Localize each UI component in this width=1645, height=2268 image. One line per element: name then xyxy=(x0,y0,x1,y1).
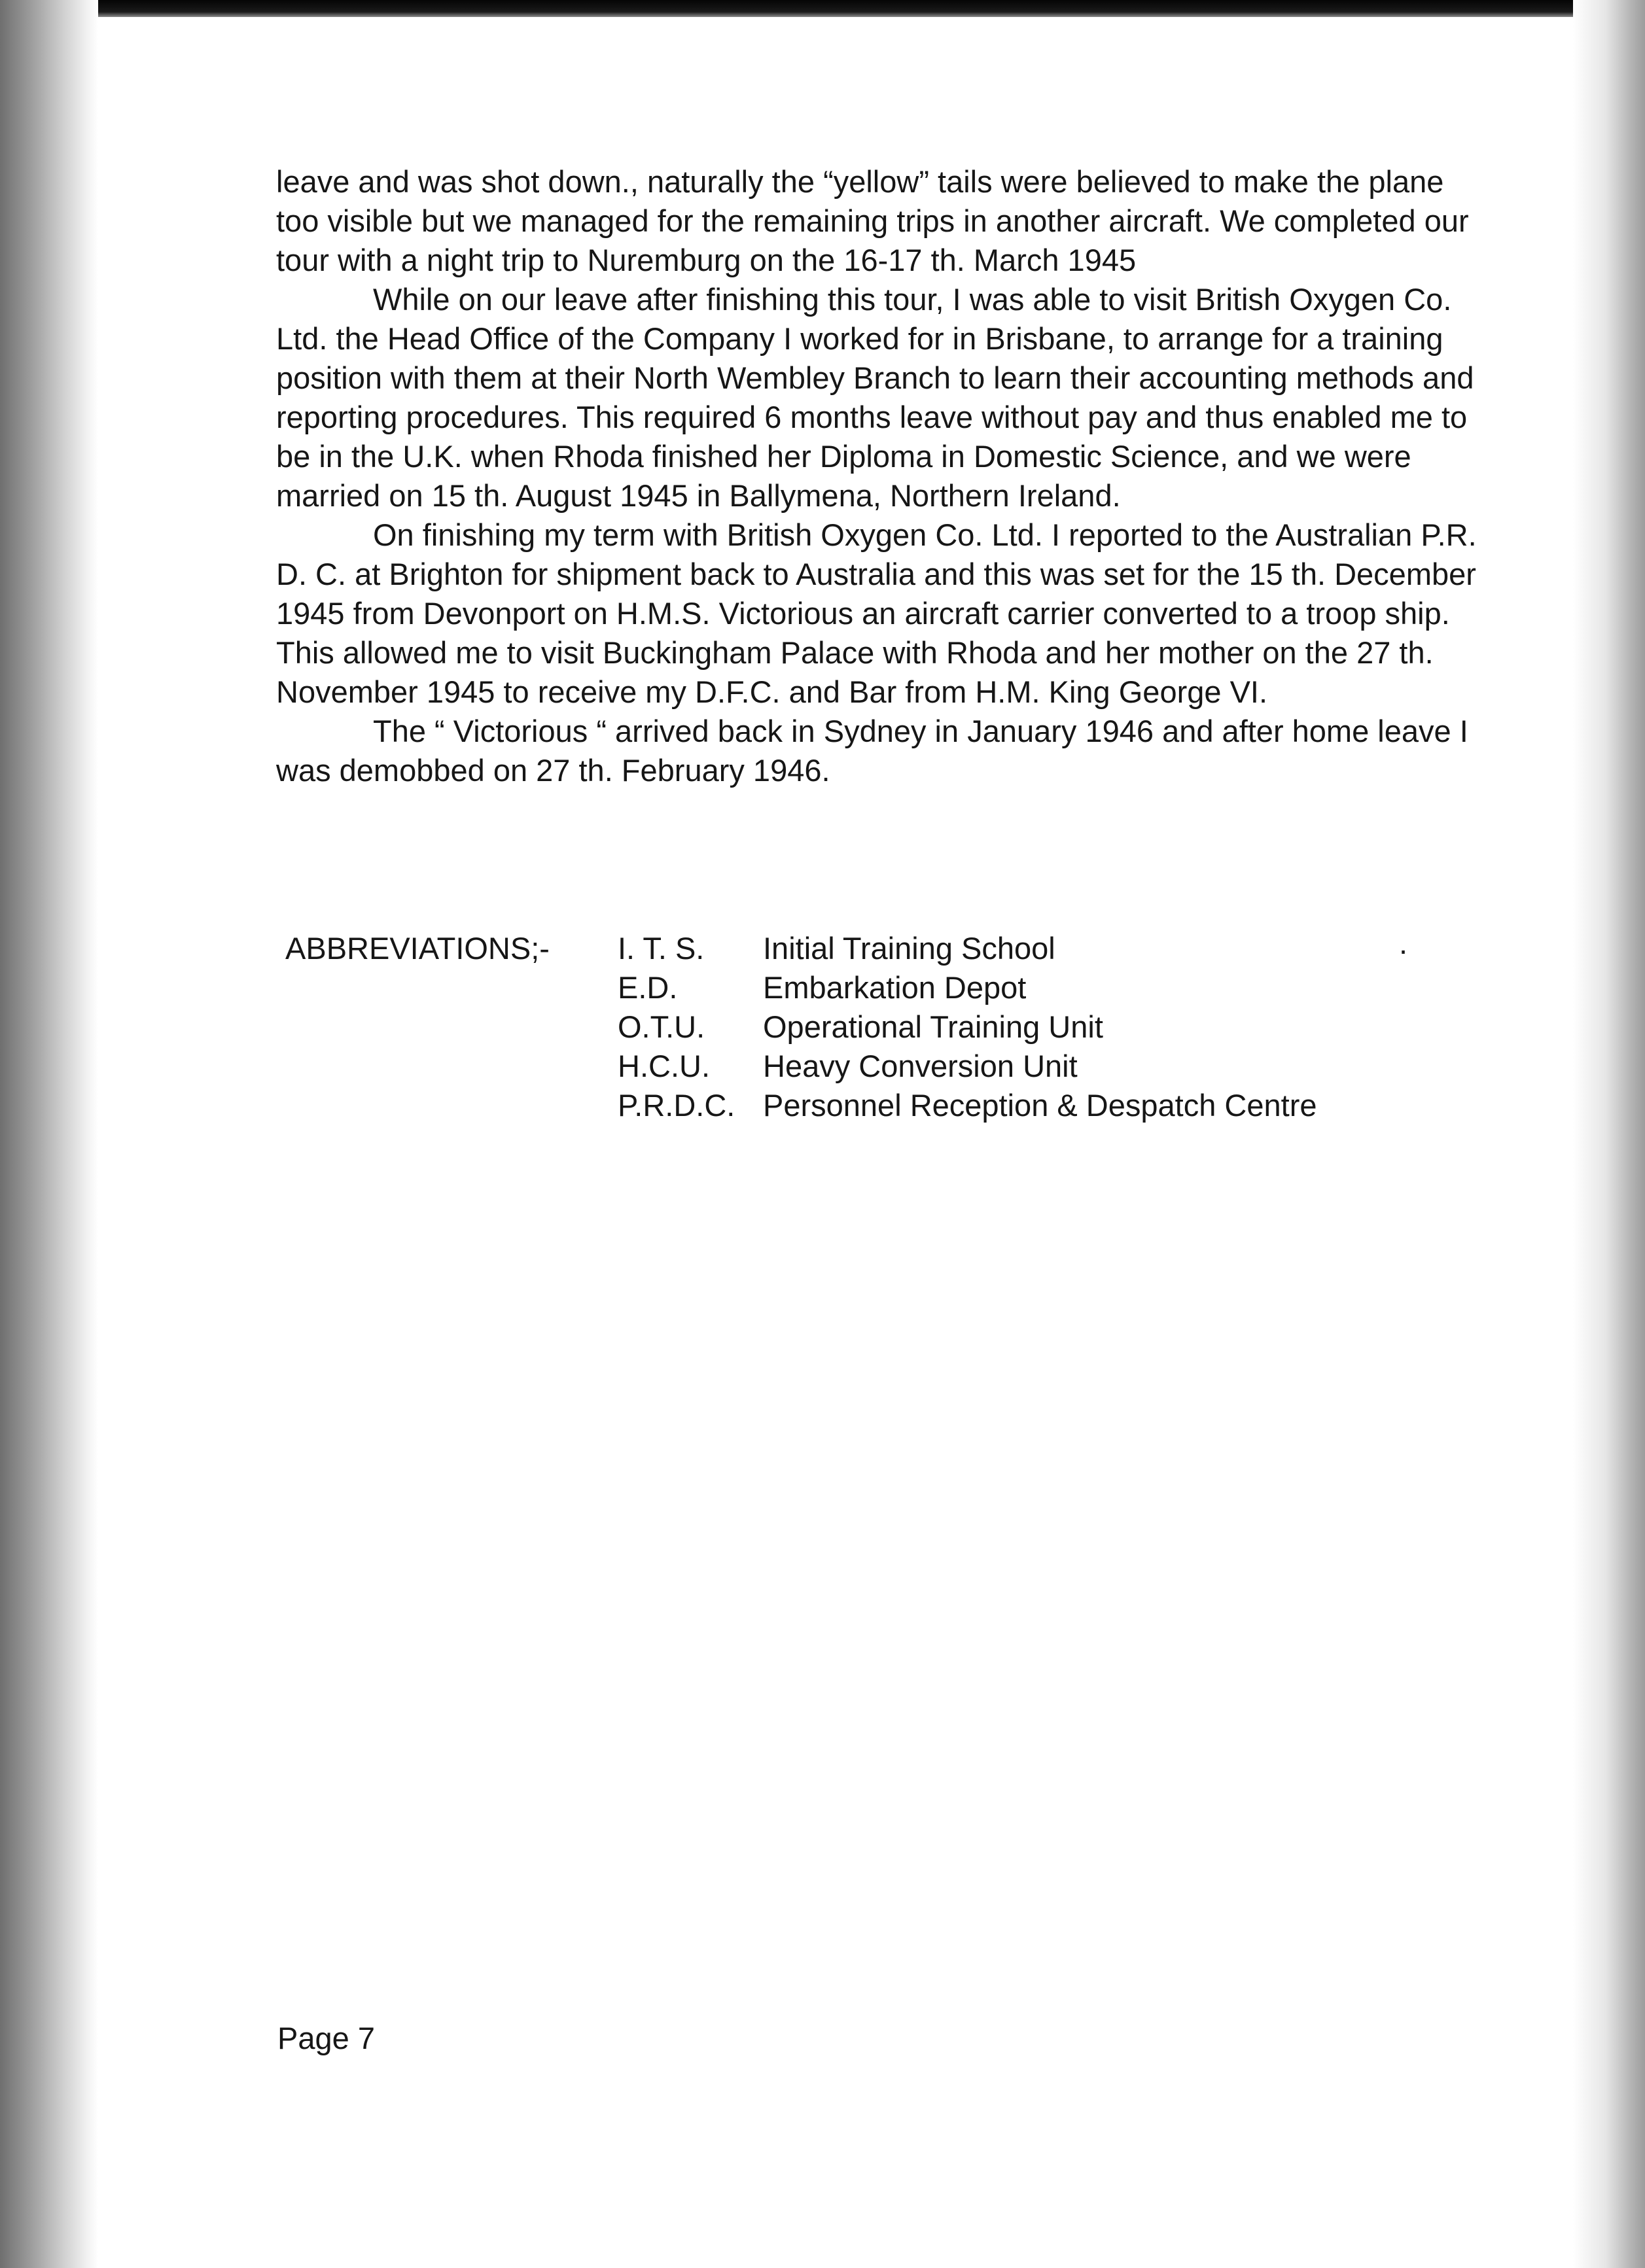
scan-binding-shadow xyxy=(0,0,98,2268)
paragraph-2: While on our leave after finishing this tour, I was able to visit British Oxygen Co. Ltd. the Head Office of the Company I worked for in Brisbane, to arrange for a training position with them at their North Wembley Branch to learn their accounting methods and reporting procedures. This required 6 months leave without pay and thus enabled me to be in the U.K. when Rhoda finished her Diploma in Domestic Science, and we were married on 15 th. August 1945 in Ballymena, Northern Ireland. xyxy=(276,282,1474,513)
abbreviation-meaning: Personnel Reception & Despatch Centre xyxy=(763,1088,1317,1123)
scan-top-edge xyxy=(0,0,1645,17)
stray-dot-mark: . xyxy=(1399,926,1408,960)
abbreviation-code: I. T. S. xyxy=(618,931,705,966)
memoir-body xyxy=(276,162,1493,790)
abbreviation-meaning: Embarkation Depot xyxy=(763,970,1027,1005)
abbreviation-meaning: Initial Training School xyxy=(763,931,1055,966)
abbreviation-row xyxy=(618,1007,1317,1047)
abbreviation-row xyxy=(618,1047,1317,1086)
abbreviation-code: H.C.U. xyxy=(618,1049,710,1083)
abbreviation-meaning: Heavy Conversion Unit xyxy=(763,1049,1078,1083)
abbreviation-code: O.T.U. xyxy=(618,1009,705,1044)
abbreviation-row xyxy=(618,1086,1317,1125)
paragraph-1: leave and was shot down., naturally the “yellow” tails were believed to make the plane too visible but we managed for the remaining trips in another aircraft. We completed our tour with a night trip to Nuremburg on the 16-17 th. March 1945 xyxy=(276,164,1469,277)
abbreviation-code: E.D. xyxy=(618,970,678,1005)
page-number: Page 7 xyxy=(277,2021,375,2055)
abbreviations-list xyxy=(618,929,1317,1125)
abbreviations-heading: ABBREVIATIONS;- xyxy=(285,931,550,966)
abbreviation-meaning: Operational Training Unit xyxy=(763,1009,1103,1044)
abbreviation-code: P.R.D.C. xyxy=(618,1088,735,1123)
paragraph-3: On finishing my term with British Oxygen Co. Ltd. I reported to the Australian P.R. D. C. at Brighton for shipment back to Australia and this was set for the 15 th. December 1945 from Devonport on H.M.S. Victorious an aircraft carrier converted to a troop ship. This allowed me to visit Buckingham Palace with Rhoda and her mother on the 27 th. November 1945 to receive my D.F.C. and Bar from H.M. King George VI. xyxy=(276,517,1477,709)
paragraph-4: The “ Victorious “ arrived back in Sydney in January 1946 and after home leave I was demobbed on 27 th. February 1946. xyxy=(276,714,1468,788)
abbreviation-row xyxy=(618,968,1317,1007)
abbreviation-row xyxy=(618,929,1317,968)
scan-right-edge xyxy=(1573,0,1645,2268)
